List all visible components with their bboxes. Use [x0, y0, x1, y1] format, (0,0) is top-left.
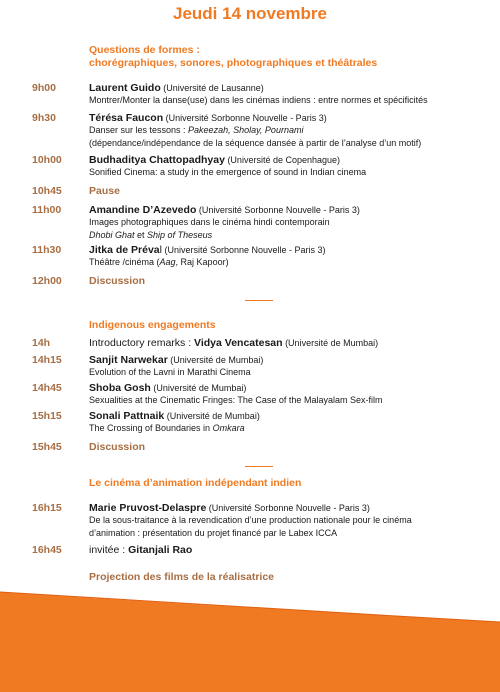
speaker-name: Marie Pruvost-Delaspre [89, 502, 207, 514]
section-title-animation: Le cinéma d’animation indépendant indien [89, 477, 302, 489]
talk-title: Images photographiques dans le cinéma hindi contemporain [89, 217, 330, 228]
talk-title-prefix: The Crossing of Boundaries in [89, 423, 213, 434]
speaker-affiliation: (Université Sorbonne Nouvelle - Paris 3) [163, 113, 327, 123]
talk-title [89, 124, 469, 136]
film-title: Omkara [212, 423, 245, 434]
speaker-affiliation: (Université Sorbonne Nouvelle - Paris 3) [161, 245, 326, 255]
time-label: 15h15 [32, 410, 62, 422]
screening-label: Projection des films de la réalisatrice [89, 571, 274, 583]
section-title-line-1: Questions de formes : [89, 44, 200, 56]
speaker-name: Sanjit Narwekar [89, 354, 168, 366]
talk-title-text: Danser sur les tessons : [89, 125, 189, 136]
section-title-line-2: chorégraphiques, sonores, photographiques et théâtrales [89, 57, 378, 69]
speaker-affiliation: (Université Sorbonne Nouvelle - Paris 3) [206, 503, 370, 513]
time-label: 14h15 [32, 354, 62, 366]
time-label: 10h45 [32, 185, 62, 197]
section-title-indigenous-engagements: Indigenous engagements [89, 319, 216, 331]
time-label: 15h45 [32, 441, 62, 453]
film-title-b: Ship of Theseus [147, 229, 213, 240]
time-label: 16h45 [32, 544, 62, 556]
talk-title [89, 256, 469, 268]
section-divider [245, 300, 273, 301]
discussion-label: Discussion [89, 441, 146, 453]
talk-title: Evolution of the Lavni in Marathi Cinema [89, 367, 251, 378]
time-label: 14h [32, 337, 51, 349]
speaker-affiliation: (Université de Mumbai) [150, 383, 247, 393]
time-label: 9h30 [32, 112, 56, 124]
speaker-name: Shoba Gosh [89, 382, 151, 394]
talk-title: Montrer/Monter la danse(use) dans les cinémas indiens : entre normes et spécificités [89, 95, 428, 106]
time-label: 14h45 [32, 382, 62, 394]
speaker-affiliation: (Université de Mumbai) [282, 338, 379, 348]
talk-title: Sexualities at the Cinematic Fringes: The Case of the Malayalam Sex-film [89, 395, 383, 406]
film-title-connector: et [134, 229, 148, 240]
speaker-affiliation: (Université de Mumbai) [164, 411, 260, 421]
time-label: 9h00 [32, 82, 56, 94]
speaker-name: Jitka de Préva [89, 244, 160, 256]
page-title: Jeudi 14 novembre [172, 4, 327, 23]
speaker-name: Vidya Vencatesan [194, 337, 283, 349]
time-label: 10h00 [32, 154, 62, 166]
film-titles: Pakeezah, Sholay, Pournami [188, 125, 304, 136]
speaker-name: Gitanjali Rao [128, 544, 193, 556]
remarks-prefix: Introductory remarks : [89, 337, 195, 349]
talk-title [89, 422, 469, 434]
talk-title-line-1: De la sous-traitance à la revendication d’une production nationale pour le cinéma [89, 515, 412, 526]
talk-title-line-2: d’animation : présentation du projet financé par le Labex ICCA [89, 527, 338, 538]
film-title-a: Dhobi Ghat [89, 229, 135, 240]
section-divider [245, 466, 273, 467]
time-label: 11h00 [32, 204, 62, 216]
speaker-name: Laurent Guido [89, 82, 161, 94]
talk-title: Sonified Cinema: a study in the emergence of sound in Indian cinema [89, 167, 367, 178]
film-title: Aag [159, 257, 176, 268]
time-label: 16h15 [32, 502, 62, 514]
speaker-affiliation: (Université de Mumbai) [167, 355, 264, 365]
speaker-name: Térésa Faucon [89, 112, 164, 124]
talk-subtitle: (dépendance/indépendance de la séquence dansée à partir de l’analyse d’un motif) [89, 137, 422, 148]
time-label: 12h00 [32, 275, 62, 287]
talk-title-prefix: Théâtre /cinéma ( [89, 257, 160, 268]
pause-label: Pause [89, 185, 120, 197]
speaker-name: Budhaditya Chattopadhyay [89, 154, 225, 166]
discussion-label: Discussion [89, 275, 146, 287]
speaker-name: Sonali Pattnaik [89, 410, 165, 422]
decorative-footer-band [0, 560, 500, 692]
speaker-name: Amandine D’Azevedo [89, 204, 197, 216]
speaker-name-tail: l [159, 244, 162, 256]
film-titles [89, 229, 469, 241]
speaker-affiliation: (Université de Lausanne) [160, 83, 264, 93]
speaker-affiliation: (Université Sorbonne Nouvelle - Paris 3) [196, 205, 360, 215]
talk-title-suffix: , Raj Kapoor) [175, 257, 229, 268]
speaker-affiliation: (Université de Copenhague) [224, 155, 341, 165]
section-title-questions-de-formes [89, 44, 377, 70]
guest-prefix: invitée : [89, 544, 129, 556]
time-label: 11h30 [32, 244, 62, 256]
